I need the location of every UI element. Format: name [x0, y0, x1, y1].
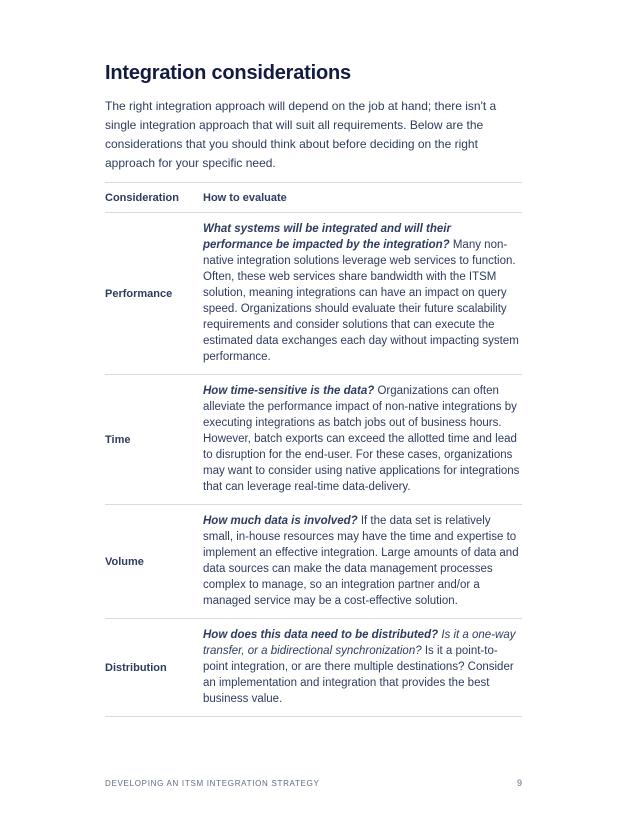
consideration-label: Volume	[105, 505, 203, 619]
evaluation-text	[203, 375, 522, 505]
evaluation-text	[203, 619, 522, 717]
lead-question-italic: Is it a one-way transfer, or a bidirectional synchronization?	[203, 629, 516, 657]
page-footer	[105, 778, 522, 788]
table-header-how-to-evaluate: How to evaluate	[203, 183, 522, 213]
table-row	[105, 619, 522, 717]
lead-question-bold: How much data is involved?	[203, 515, 358, 527]
page-number: 9	[516, 778, 522, 788]
lead-question-bold: How time-sensitive is the data?	[203, 385, 375, 397]
table-row	[105, 375, 522, 505]
consideration-label: Distribution	[105, 619, 203, 717]
evaluation-text	[203, 213, 522, 375]
evaluation-text	[203, 505, 522, 619]
page-title: Integration considerations	[105, 62, 351, 84]
evaluation-body: If the data set is relatively small, in-house resources may have the time and expertise to implement an effective integration. Large amounts of data and data sources can make the data management processes complex to manage, so an integration partner and/or a managed service may be a cost-effective solution.	[203, 515, 519, 607]
consideration-label: Performance	[105, 213, 203, 375]
table-header-consideration: Consideration	[105, 183, 203, 213]
evaluation-body: Organizations can often alleviate the performance impact of non-native integrations by executing integrations as batch jobs out of business hours. However, batch exports can exceed the allotted time and lead to disruption for the end-user. For these cases, organizations may want to consider using native applications for integrations that can leverage real-time data-delivery.	[203, 385, 520, 493]
table-row	[105, 213, 522, 375]
lead-question-bold: What systems will be integrated and will their performance be impacted by the integration?	[203, 223, 451, 251]
lead-question-bold: How does this data need to be distributed?	[203, 629, 439, 641]
page-content	[105, 62, 522, 717]
table-header-row	[105, 183, 522, 213]
consideration-label: Time	[105, 375, 203, 505]
intro-paragraph: The right integration approach will depend on the job at hand; there isn't a single integration approach that will suit all requirements. Below are the considerations that you should think about before deciding on the right approach for your specific need.	[105, 99, 497, 170]
considerations-table	[105, 182, 522, 717]
evaluation-body: Is it a point-to-point integration, or are there multiple destinations? Consider an implementation and integration that provides the best business value.	[203, 645, 514, 705]
footer-doc-title: DEVELOPING AN ITSM INTEGRATION STRATEGY	[105, 779, 320, 788]
table-row	[105, 505, 522, 619]
evaluation-body: Many non-native integration solutions leverage web services to function. Often, these web services share bandwidth with the ITSM solution, meaning integrations can have an impact on query speed. Organizations should evaluate their future scalability requirements and consider solutions that can execute the estimated data exchanges each day without impacting system performance.	[203, 239, 519, 363]
